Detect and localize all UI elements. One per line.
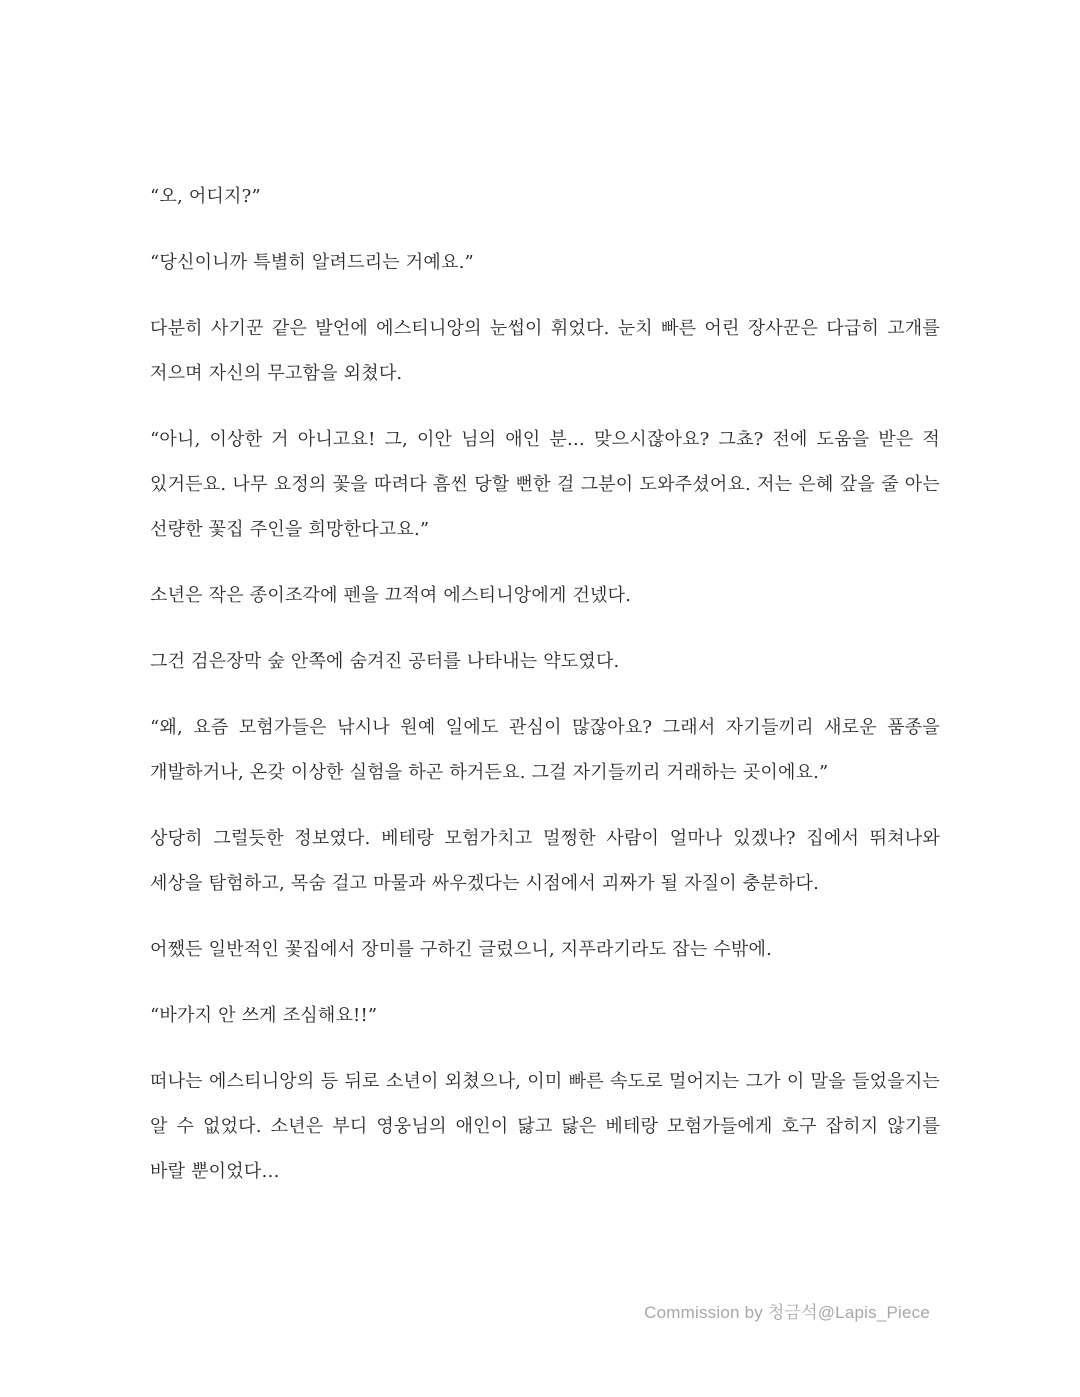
paragraph-10: “바가지 안 쓰게 조심해요!!” <box>150 1005 378 1026</box>
story-body <box>150 174 940 1215</box>
paragraph-1: “오, 어디지?” <box>150 186 261 207</box>
commission-credit: Commission by 청금석@Lapis_Piece <box>644 1303 930 1322</box>
paragraph-9: 어쨌든 일반적인 꽃집에서 장미를 구하긴 글렀으니, 지푸라기라도 잡는 수밖에. <box>150 939 773 960</box>
paragraph-11: 떠나는 에스티니앙의 등 뒤로 소년이 외쳤으나, 이미 빠른 속도로 멀어지는 그가 이 말을 들었을지는 알 수 없었다. 소년은 부디 영웅님의 애인이 닳고 닳은 베테랑 모험가들에게 호구 잡히지 않기를 바랄 뿐이었다… <box>150 1071 940 1182</box>
paragraph-6: 그건 검은장막 숲 안쪽에 숨겨진 공터를 나타내는 약도였다. <box>150 651 620 672</box>
paragraph-7: “왜, 요즘 모험가들은 낚시나 원예 일에도 관심이 많잖아요? 그래서 자기들끼리 새로운 품종을 개발하거나, 온갖 이상한 실험을 하곤 하거든요. 그걸 자기들끼리 거래하는 곳이에요.” <box>150 717 940 783</box>
paragraph-8: 상당히 그럴듯한 정보였다. 베테랑 모험가치고 멀쩡한 사람이 얼마나 있겠나? 집에서 뛰쳐나와 세상을 탐험하고, 목숨 걸고 마물과 싸우겠다는 시점에서 괴짜가 될 자질이 충분하다. <box>150 828 940 894</box>
paragraph-3: 다분히 사기꾼 같은 발언에 에스티니앙의 눈썹이 휘었다. 눈치 빠른 어린 장사꾼은 다급히 고개를 저으며 자신의 무고함을 외쳤다. <box>150 318 940 384</box>
paragraph-5: 소년은 작은 종이조각에 펜을 끄적여 에스티니앙에게 건넸다. <box>150 585 632 606</box>
paragraph-4: “아니, 이상한 거 아니고요! 그, 이안 님의 애인 분… 맞으시잖아요? 그쵸? 전에 도움을 받은 적 있거든요. 나무 요정의 꽃을 따려다 흠씬 당할 뻔한 걸 그분이 도와주셨어요. 저는 은혜 갚을 줄 아는 선량한 꽃집 주인을 희망한다고요.” <box>150 429 940 540</box>
paragraph-2: “당신이니까 특별히 알려드리는 거예요.” <box>150 252 474 273</box>
